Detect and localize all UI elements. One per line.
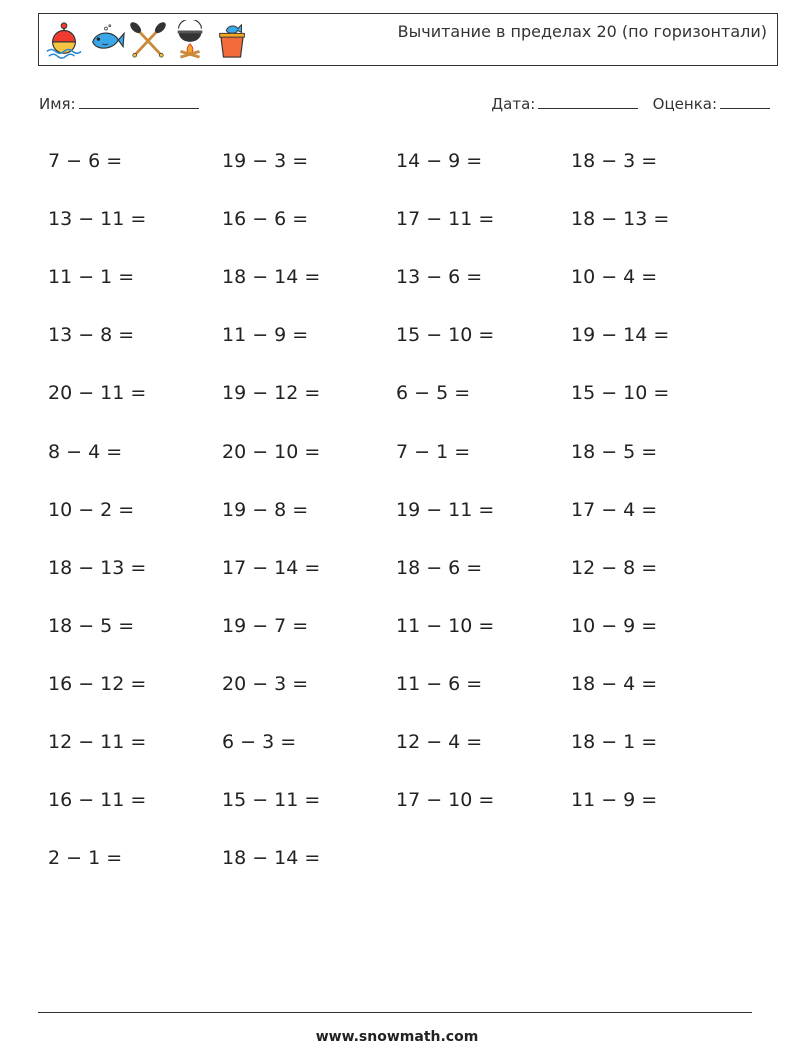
problem-r3-c2: 18 − 14 =	[222, 266, 321, 288]
problem-r5-c1: 20 − 11 =	[48, 382, 147, 404]
problem-r7-c1: 10 − 2 =	[48, 499, 135, 521]
worksheet-title: Вычитание в пределах 20 (по горизонтали)	[397, 22, 767, 41]
problem-r6-c2: 20 − 10 =	[222, 441, 321, 463]
problem-r3-c4: 10 − 4 =	[571, 266, 658, 288]
problem-r10-c4: 18 − 4 =	[571, 673, 658, 695]
problem-r1-c1: 7 − 6 =	[48, 150, 123, 172]
problem-r3-c3: 13 − 6 =	[396, 266, 483, 288]
grade-label: Оценка:	[652, 95, 717, 113]
fish-icon	[87, 20, 125, 60]
worksheet-header	[38, 13, 778, 66]
problem-r9-c4: 10 − 9 =	[571, 615, 658, 637]
problem-r6-c4: 18 − 5 =	[571, 441, 658, 463]
problem-r10-c1: 16 − 12 =	[48, 673, 147, 695]
name-blank[interactable]	[79, 94, 199, 109]
icon-strip	[45, 18, 251, 62]
problem-r2-c2: 16 − 6 =	[222, 208, 309, 230]
problem-r1-c2: 19 − 3 =	[222, 150, 309, 172]
problem-r4-c3: 15 − 10 =	[396, 324, 495, 346]
problem-r9-c3: 11 − 10 =	[396, 615, 495, 637]
problem-r6-c1: 8 − 4 =	[48, 441, 123, 463]
problem-r8-c4: 12 − 8 =	[571, 557, 658, 579]
grade-blank[interactable]	[720, 94, 770, 109]
problem-r1-c4: 18 − 3 =	[571, 150, 658, 172]
problem-r12-c1: 16 − 11 =	[48, 789, 147, 811]
date-grade-fields	[491, 94, 770, 113]
problem-r5-c4: 15 − 10 =	[571, 382, 670, 404]
name-field	[39, 94, 199, 113]
problem-r5-c2: 19 − 12 =	[222, 382, 321, 404]
problem-r8-c1: 18 − 13 =	[48, 557, 147, 579]
problem-r7-c2: 19 − 8 =	[222, 499, 309, 521]
problem-r9-c1: 18 − 5 =	[48, 615, 135, 637]
problem-r13-c1: 2 − 1 =	[48, 847, 123, 869]
problem-r11-c1: 12 − 11 =	[48, 731, 147, 753]
problem-r11-c4: 18 − 1 =	[571, 731, 658, 753]
problem-r7-c3: 19 − 11 =	[396, 499, 495, 521]
campfire-pot-icon	[171, 20, 209, 60]
bucket-with-fish-icon	[213, 20, 251, 60]
problem-r8-c2: 17 − 14 =	[222, 557, 321, 579]
problem-r4-c2: 11 − 9 =	[222, 324, 309, 346]
problem-r12-c3: 17 − 10 =	[396, 789, 495, 811]
problem-r2-c4: 18 − 13 =	[571, 208, 670, 230]
problem-r4-c1: 13 − 8 =	[48, 324, 135, 346]
problem-r10-c3: 11 − 6 =	[396, 673, 483, 695]
problem-r3-c1: 11 − 1 =	[48, 266, 135, 288]
problem-r6-c3: 7 − 1 =	[396, 441, 471, 463]
crossed-oars-icon	[129, 20, 167, 60]
date-label: Дата:	[491, 95, 536, 113]
problem-r7-c4: 17 − 4 =	[571, 499, 658, 521]
problem-r13-c2: 18 − 14 =	[222, 847, 321, 869]
problem-r2-c3: 17 − 11 =	[396, 208, 495, 230]
problem-r5-c3: 6 − 5 =	[396, 382, 471, 404]
problem-r2-c1: 13 − 11 =	[48, 208, 147, 230]
footer-url: www.snowmath.com	[315, 1029, 479, 1045]
problem-r8-c3: 18 − 6 =	[396, 557, 483, 579]
problem-r1-c3: 14 − 9 =	[396, 150, 483, 172]
problem-r9-c2: 19 − 7 =	[222, 615, 309, 637]
problem-r11-c2: 6 − 3 =	[222, 731, 297, 753]
problem-r10-c2: 20 − 3 =	[222, 673, 309, 695]
footer-divider	[38, 1012, 752, 1013]
date-blank[interactable]	[538, 94, 638, 109]
problem-r12-c2: 15 − 11 =	[222, 789, 321, 811]
problem-r4-c4: 19 − 14 =	[571, 324, 670, 346]
fishing-float-icon	[45, 20, 83, 60]
problem-r11-c3: 12 − 4 =	[396, 731, 483, 753]
name-label: Имя:	[39, 95, 76, 113]
problem-r12-c4: 11 − 9 =	[571, 789, 658, 811]
